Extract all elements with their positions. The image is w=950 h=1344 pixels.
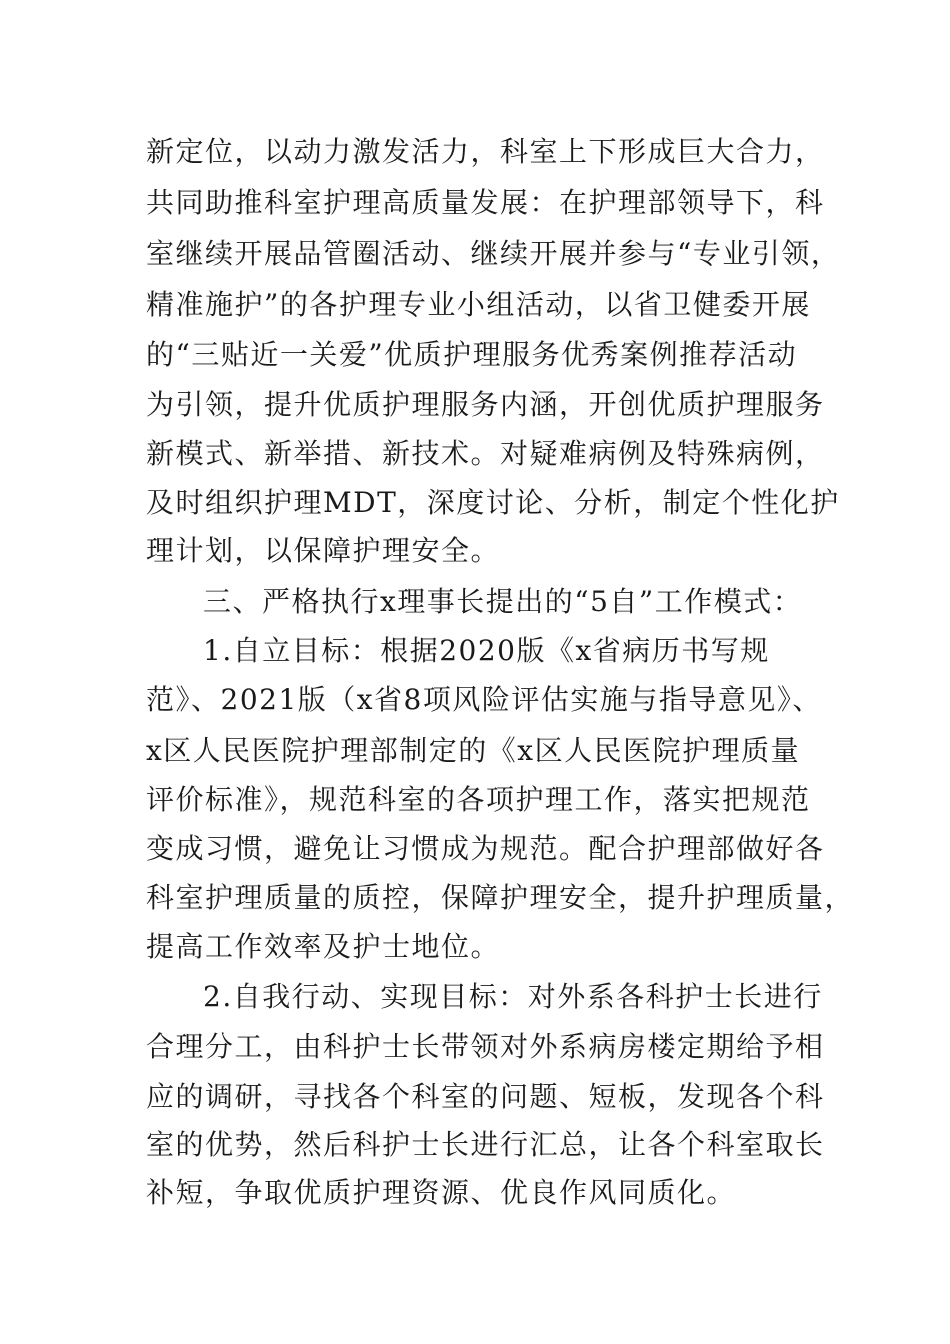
paragraph-line: 科室护理质量的质控，保障护理安全，提升护理质量， [146,881,855,914]
paragraph-line: 评价标准》，规范科室的各项护理工作，落实把规范 [146,783,811,816]
paragraph-line: x区人民医院护理部制定的《x区人民医院护理质量 [146,734,801,767]
paragraph-line: 1.自立目标：根据2020版《x省病历书写规 [203,634,770,667]
paragraph-line: 室的优势，然后科护士长进行汇总，让各个科室取长 [146,1128,825,1161]
paragraph-line: 合理分工，由科护士长带领对外系病房楼定期给予相 [146,1030,825,1063]
section-heading: 三、严格执行x理事长提出的“5自”工作模式： [203,585,803,618]
paragraph-line: 室继续开展品管圈活动、继续开展并参与“专业引领， [146,237,841,270]
paragraph-line: 新模式、新举措、新技术。对疑难病例及特殊病例， [146,437,825,470]
paragraph-line: 2.自我行动、实现目标：对外系各科护士长进行 [203,980,823,1013]
paragraph-line: 及时组织护理MDT，深度讨论、分析，制定个性化护 [146,486,840,519]
paragraph-line: 共同助推科室护理高质量发展：在护理部领导下，科 [146,186,825,219]
paragraph-line: 精准施护”的各护理专业小组活动，以省卫健委开展 [146,288,811,321]
paragraph-line: 应的调研，寻找各个科室的问题、短板，发现各个科 [146,1080,825,1113]
paragraph-line: 新定位，以动力激发活力，科室上下形成巨大合力， [146,135,825,168]
paragraph-line: 的“三贴近一关爱”优质护理服务优秀案例推荐活动 [146,338,798,371]
paragraph-line: 提高工作效率及护士地位。 [146,930,501,963]
paragraph-line: 变成习惯，避免让习惯成为规范。配合护理部做好各 [146,832,825,865]
paragraph-line: 为引领，提升优质护理服务内涵，开创优质护理服务 [146,388,825,421]
paragraph-line: 补短，争取优质护理资源、优良作风同质化。 [146,1176,737,1209]
paragraph-line: 理计划，以保障护理安全。 [146,534,501,567]
paragraph-line: 范》、2021版（x省8项风险评估实施与指导意见》、 [146,683,822,716]
